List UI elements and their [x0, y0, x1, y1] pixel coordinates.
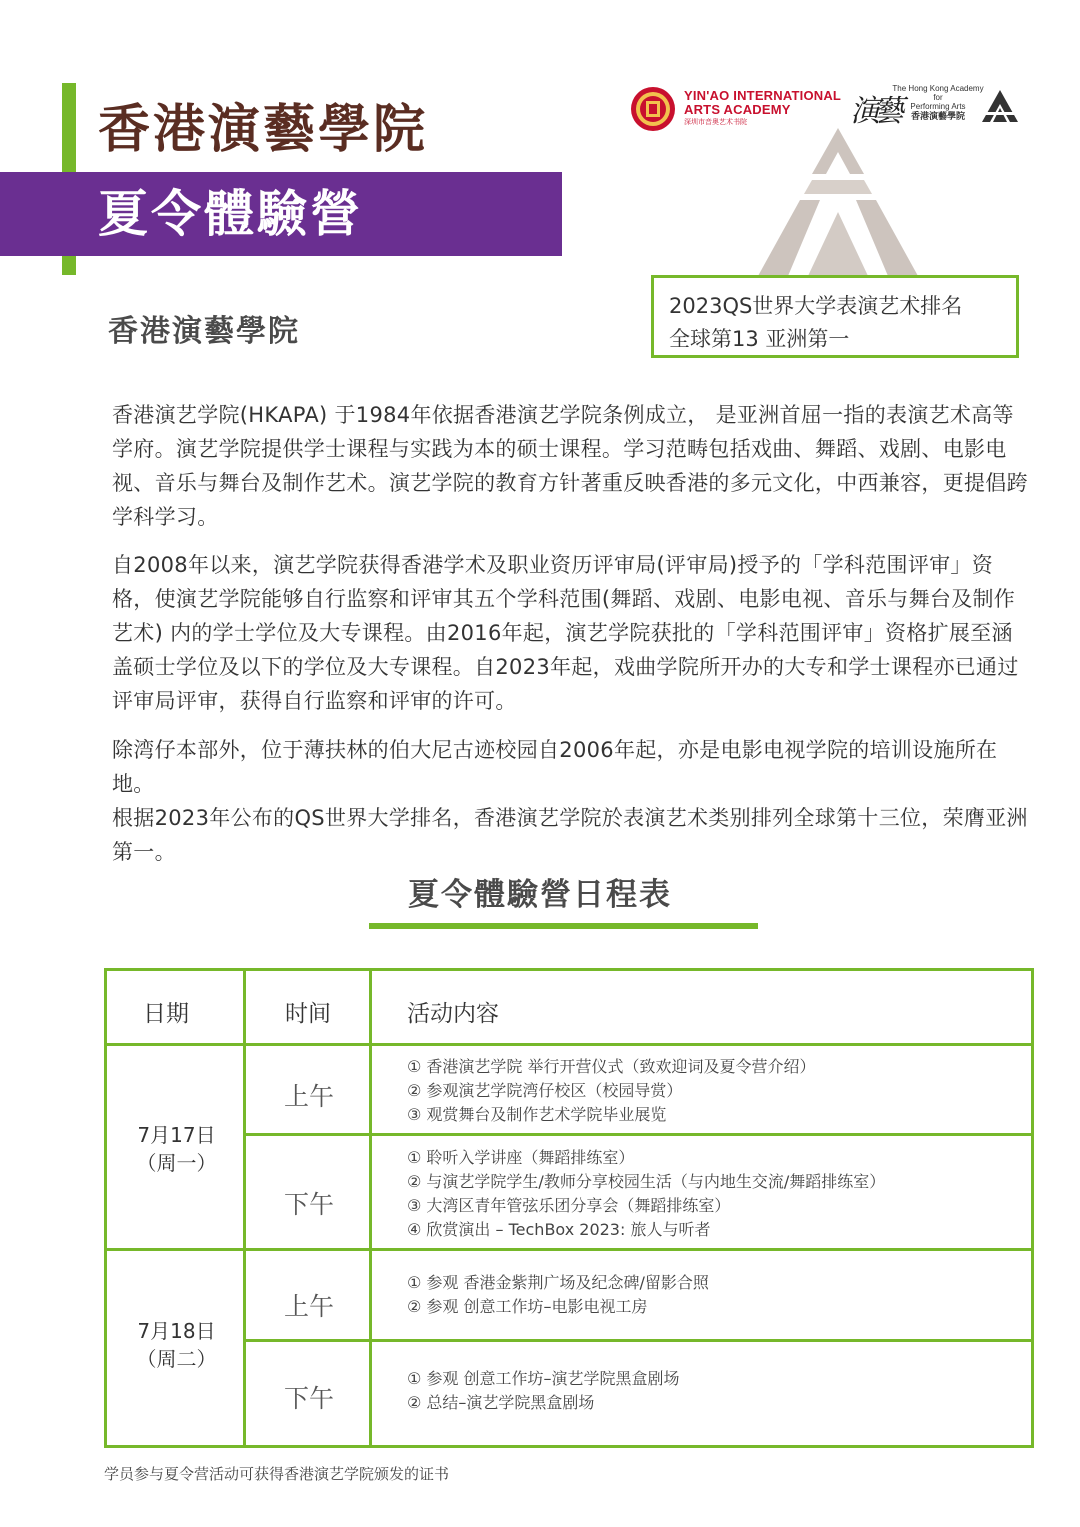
list-item: ③ 大湾区青年管弦乐团分享会（舞蹈排练室） [407, 1196, 731, 1215]
list-item: ① 香港演艺学院 举行开营仪式（致欢迎词及夏令营介绍） [407, 1057, 816, 1076]
schedule-table [104, 968, 1034, 1448]
header-date: 日期 [143, 1001, 189, 1027]
list-item: ② 参观 创意工作坊–电影电视工房 [407, 1297, 648, 1316]
day-2-date: 7月18日 （周二） [136, 1319, 217, 1371]
day-2-morning-label: 上午 [283, 1292, 334, 1321]
header-activity: 活动内容 [407, 1001, 499, 1027]
day-2-afternoon-label: 下午 [283, 1384, 334, 1413]
day-1-date: 7月17日 （周一） [136, 1123, 217, 1175]
hkapa-watermark-icon [748, 128, 928, 276]
list-item: ② 总结–演艺学院黑盒剧场 [407, 1393, 595, 1412]
schedule-heading-underline [369, 923, 758, 929]
list-item: ① 聆听入学讲座（舞蹈排练室） [407, 1148, 635, 1167]
day-1-morning-label: 上午 [283, 1082, 334, 1111]
list-item: ② 与演艺学院学生/教师分享校园生活（与内地生交流/舞蹈排练室） [407, 1172, 886, 1191]
intro-paragraph-1: 香港演艺学院(HKAPA) 于1984年依据香港演艺学院条例成立， 是亚洲首屈一指的表演艺术高等学府。演艺学院提供学士课程与实践为本的硕士课程。学习范畴包括戏曲、舞蹈、戏剧、电影电视、音乐与舞台及制作艺术。演艺学院的教育方针著重反映香港的多元文化，中西兼容，更提倡跨学科学习。 [112, 403, 1028, 529]
intro-paragraph-4: 根据2023年公布的QS世界大学排名，香港演艺学院於表演艺术类别排列全球第十三位，荣膺亚洲第一。 [112, 806, 1028, 864]
hkapa-logo-icon [980, 88, 1020, 124]
list-item: ① 参观 香港金紫荆广场及纪念碑/留影合照 [407, 1273, 709, 1292]
list-item: ① 参观 创意工作坊–演艺学院黑盒剧场 [407, 1369, 680, 1388]
day-2-afternoon-activities [407, 1367, 680, 1415]
day-1-afternoon-label: 下午 [283, 1190, 334, 1219]
list-item: ④ 欣赏演出 – TechBox 2023: 旅人与听者 [407, 1220, 711, 1239]
list-item: ③ 观赏舞台及制作艺术学院毕业展览 [407, 1105, 667, 1124]
page-title: 香港演藝學院 [98, 99, 429, 160]
day-1-afternoon-activities [407, 1146, 885, 1242]
table-divider [107, 1248, 1031, 1251]
day-1-morning-activities [407, 1055, 816, 1127]
table-divider [246, 1133, 1031, 1136]
ranking-line-1: 2023QS世界大学表演艺术排名 [669, 294, 963, 318]
table-divider [246, 1339, 1031, 1342]
section-heading: 香港演藝學院 [108, 314, 300, 349]
certificate-note: 学员参与夏令营活动可获得香港演艺学院颁发的证书 [104, 1465, 450, 1483]
yinao-logo-text: YIN'AO INTERNATIONAL ARTS ACADEMY 深圳市音奥艺术书院 [684, 88, 842, 126]
hkapa-calligraphy: 演藝 [850, 94, 898, 129]
intro-paragraph-2: 自2008年以来，演艺学院获得香港学术及职业资历评审局(评审局)授予的「学科范围评审」资格，使演艺学院能够自行监察和评审其五个学科范围(舞蹈、戏剧、电影电视、音乐与舞台及制作艺术) 内的学士学位及大专课程。由2016年起，演艺学院获批的「学科范围评审」资格扩展至涵盖硕士学位及以下的学位及大专课程。自2023年起，戏曲学院所开办的大专和学士课程亦已通过评审局评审，获得自行监察和评审的许可。 [112, 553, 1019, 713]
hkapa-logo-text: The Hong Kong Academy for Performing Arts 香港演藝學院 [892, 84, 984, 121]
yinao-seal-icon [630, 86, 676, 132]
schedule-heading: 夏令體驗營日程表 [408, 877, 672, 913]
intro-paragraph-3: 除湾仔本部外，位于薄扶林的伯大尼古迹校园自2006年起，亦是电影电视学院的培训设施所在地。 [112, 738, 998, 796]
ranking-box [651, 275, 1019, 358]
table-divider [107, 1043, 1031, 1046]
list-item: ② 参观演艺学院湾仔校区（校园导赏） [407, 1081, 683, 1100]
header-time: 时间 [285, 1001, 331, 1027]
ranking-line-2: 全球第13 亚洲第一 [669, 327, 850, 351]
day-2-morning-activities [407, 1271, 709, 1319]
page-subtitle: 夏令體驗營 [98, 184, 363, 243]
